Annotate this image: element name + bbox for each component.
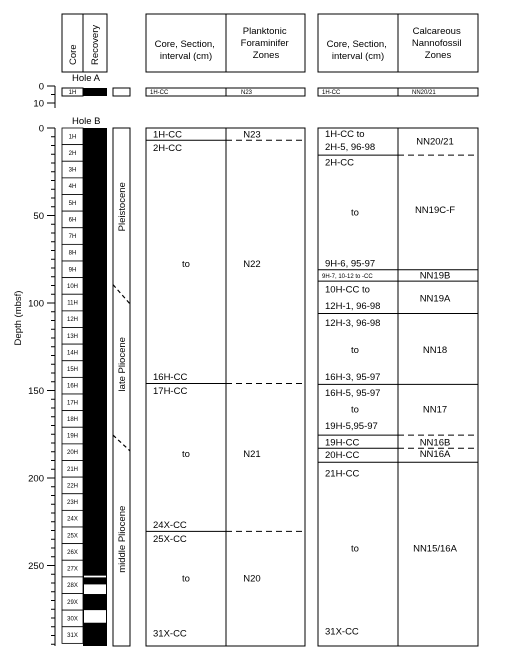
pf-zone-header-line1: Planktonic (242, 26, 287, 37)
core-label: 11H (67, 300, 78, 307)
hole-a-recovery-bar (83, 88, 107, 96)
core-label: 19H (66, 433, 79, 440)
cn-zone-label: NN20/21 (416, 136, 454, 148)
cn-interval-header (327, 39, 390, 62)
hole-a-title: Hole A (72, 73, 100, 84)
cn-interval-label: 2H-CC (325, 157, 355, 169)
cn-interval-header-line2: interval (cm) (331, 51, 385, 62)
pf-interval-label: 1H-CC (153, 129, 183, 141)
cn-interval-label: 10H-CC to (325, 284, 370, 296)
core-label: 21H (66, 466, 79, 473)
core-label: 25X (67, 533, 78, 540)
epoch-boundary (113, 285, 130, 304)
pf-interval-label: to (182, 259, 190, 271)
cn-interval-label: 9H-7, 10-12 to -CC (322, 273, 373, 280)
pf-zone-label: N20 (243, 573, 261, 585)
cn-zone-label: NN19C-F (414, 204, 456, 216)
core-label: 31X (67, 633, 78, 640)
pf-interval-label: to (182, 449, 190, 460)
core-label: 30X (67, 616, 78, 623)
cn-zone-label: NN15/16A (413, 543, 457, 555)
cn-interval-label: 21H-CC (325, 468, 360, 480)
recovery-gap (84, 584, 106, 594)
cn-zone-header-line3: Zones (424, 50, 452, 61)
cn-zone-label: NN16A (419, 449, 451, 460)
core-label: 23H (66, 500, 79, 507)
core-label: 1H (68, 134, 77, 141)
pf-zone-header (241, 26, 292, 61)
pf-zone-label: N21 (243, 449, 261, 460)
pf-interval-label: to (182, 573, 190, 585)
core-label: 24X (67, 516, 78, 523)
cn-interval-label: to (351, 344, 359, 356)
core-label: 4H (68, 184, 77, 191)
depth-axis-label: Depth (mbsf) (13, 290, 24, 346)
pf-zone-label: N22 (243, 259, 261, 271)
recovery-gap (84, 610, 106, 623)
recovery-header: Recovery (90, 24, 101, 65)
core-label: 14H (66, 350, 79, 357)
core-label: 3H (68, 167, 77, 174)
core-label: 10H (66, 283, 79, 290)
cn-interval-label: 19H-CC (325, 437, 360, 449)
hole-a-pf-interval: 1H-CC (150, 90, 169, 96)
recovery-gap (84, 576, 106, 578)
cn-interval-label: 9H-6, 95-97 (325, 258, 376, 270)
cn-interval-label: 31X-CC (325, 626, 359, 638)
core-label: 13H (66, 333, 79, 340)
core-label: 27X (67, 566, 78, 573)
cn-zone-label: NN18 (422, 344, 448, 356)
hole-a-tick-label: 0 (38, 81, 44, 93)
pf-zone-header-line2: Foraminifer (240, 38, 289, 49)
pf-interval-header-line1: Core, Section, (154, 39, 215, 50)
core-label: 22H (66, 483, 79, 490)
core-label: 26X (67, 549, 78, 556)
cn-interval-label: 1H-CC to (325, 128, 365, 140)
cn-interval-label: 12H-3, 96-98 (325, 317, 381, 329)
cn-interval-header-line1: Core, Section, (326, 39, 387, 50)
cn-interval-label: 20H-CC (325, 449, 360, 461)
core-label: 20H (66, 450, 79, 457)
depth-tick-label: 200 (28, 473, 44, 485)
core-label: 7H (68, 234, 77, 241)
pf-interval-label: 2H-CC (153, 142, 183, 154)
cn-interval-label: to (351, 543, 359, 555)
cn-zone-header-line1: Calcareous (412, 26, 461, 37)
hole-a-core-label: 1H (68, 90, 77, 96)
hole-b-title: Hole B (72, 116, 101, 127)
cn-interval-label: 16H-5, 95-97 (325, 387, 381, 399)
core-header: Core (68, 44, 79, 65)
hole-a-epoch-box (113, 88, 130, 96)
pf-interval-label: 31X-CC (153, 628, 187, 640)
pf-interval-label: 25X-CC (153, 533, 187, 545)
core-label: 28X (67, 583, 78, 590)
core-label: 18H (66, 416, 79, 423)
core-label: 5H (68, 200, 77, 207)
core-label: 17H (66, 400, 79, 407)
hole-a-tick-label: 10 (33, 98, 44, 110)
hole-a-cn-zone: NN20/21 (412, 90, 436, 96)
cn-interval-label: to (351, 404, 359, 416)
epoch-boundary (113, 435, 130, 451)
cn-zone-label: NN17 (422, 404, 448, 416)
depth-tick-label: 250 (28, 561, 44, 572)
pf-zone-header-line3: Zones (252, 50, 280, 61)
cn-zone-label: NN19A (419, 293, 451, 305)
cn-zone-label: NN19B (419, 270, 451, 282)
depth-tick-label: 100 (28, 298, 44, 310)
cn-interval-label: 2H-5, 96-98 (325, 141, 376, 153)
hole-a-cn-interval: 1H-CC (322, 90, 341, 96)
cn-interval-label: to (351, 207, 359, 219)
core-label: 9H (68, 267, 77, 274)
epoch-label: late Pliocene (117, 337, 128, 392)
pf-interval-label: 17H-CC (153, 386, 188, 397)
core-label: 6H (68, 217, 77, 224)
pf-interval-header (155, 39, 218, 62)
depth-tick-label: 0 (38, 123, 44, 135)
cn-zone-header-line2: Nannofossil (411, 38, 462, 49)
core-label: 29X (67, 599, 78, 606)
core-label: 12H (66, 317, 79, 324)
cn-zone-label: NN16B (419, 437, 451, 449)
epoch-label: Pleistocene (117, 182, 128, 232)
cn-zone-header (412, 26, 464, 61)
pf-zone-label: N23 (243, 129, 261, 141)
pf-interval-header-line2: interval (cm) (159, 51, 213, 62)
hole-a-pf-zone: N23 (241, 90, 253, 96)
pf-interval-label: 24X-CC (153, 519, 187, 531)
cn-interval-label: 12H-1, 96-98 (325, 301, 381, 313)
depth-tick-label: 150 (28, 386, 44, 397)
depth-tick-label: 50 (33, 211, 44, 222)
pf-interval-label: 16H-CC (153, 372, 188, 383)
epoch-label: middle Pliocene (117, 505, 128, 573)
core-label: 8H (68, 250, 77, 257)
core-label: 15H (66, 367, 79, 374)
recovery-bar (83, 128, 107, 646)
core-label: 16H (66, 383, 79, 390)
cn-interval-label: 19H-5,95-97 (325, 421, 378, 432)
cn-interval-label: 16H-3, 95-97 (325, 372, 381, 383)
core-label: 2H (68, 150, 77, 157)
